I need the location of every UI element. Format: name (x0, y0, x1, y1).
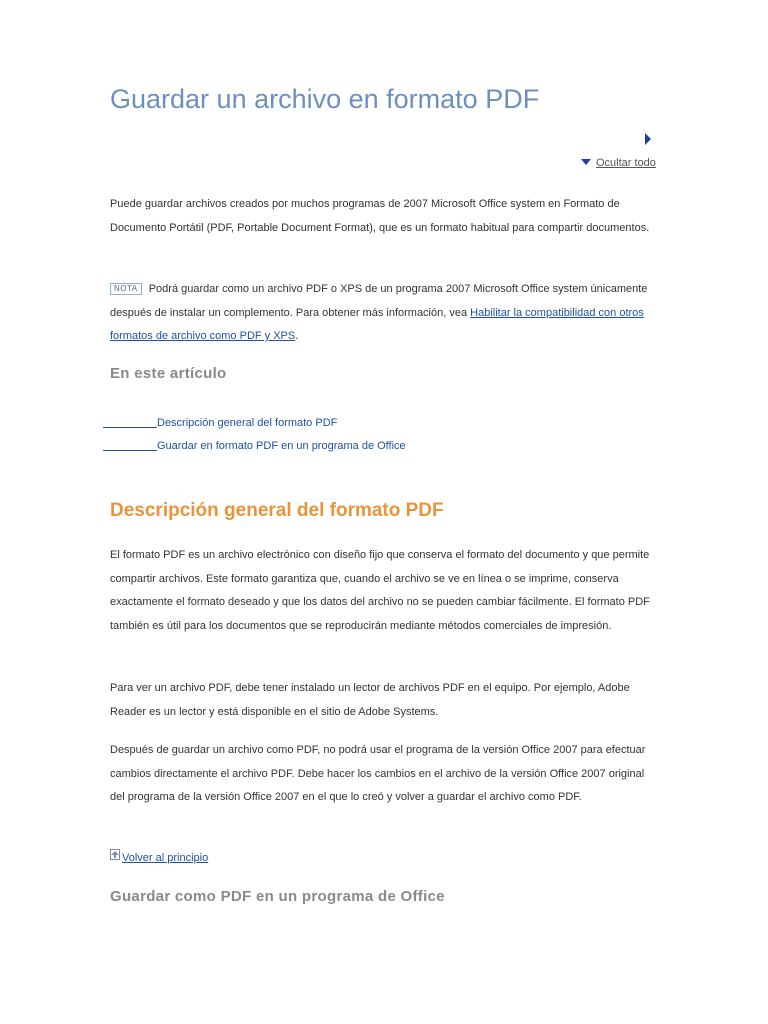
toc-item (103, 437, 406, 460)
toc-link-overview[interactable]: Descripción general del formato PDF (157, 417, 338, 429)
back-to-top[interactable] (110, 849, 208, 864)
section-overview-heading: Descripción general del formato PDF (110, 500, 444, 521)
overview-paragraph: El formato PDF es un archivo electrónico con diseño fijo que conserva el formato del documento y que permite compartir archivos. Este formato garantiza que, cuando el archivo se ve en línea o se imprime, conserva exactamente el formato deseado y que los datos del archivo no se pueden cambiar fácilmente. El formato PDF también es útil para los documentos que se reproducirán mediante métodos comerciales de impresión. (110, 549, 650, 632)
back-to-top-link[interactable]: Volver al principio (122, 852, 209, 864)
note-badge: NOTA (110, 283, 142, 295)
note-text: Podrá guardar como un archivo PDF o XPS de un programa 2007 Microsoft Office system únicamente después de instalar un complemento. Para obtener más información, vea (110, 283, 648, 319)
page-title: Guardar un archivo en formato PDF (110, 84, 540, 114)
note-end: . (295, 330, 299, 342)
expand-arrow-icon[interactable] (645, 133, 651, 145)
editing-paragraph: Después de guardar un archivo como PDF, no podrá usar el programa de la versión Office 2007 para efectuar cambios directamente el archivo PDF. Debe hacer los cambios en el archivo de la versión Office 2007 original del programa de la versión Office 2007 en el que lo creó y volver a guardar el archivo como PDF. (110, 744, 646, 803)
reader-paragraph: Para ver un archivo PDF, debe tener instalado un lector de archivos PDF en el equipo. Por ejemplo, Adobe Reader es un lector y está disponible en el sitio de Adobe Systems. (110, 682, 630, 718)
hide-all-link[interactable] (581, 157, 656, 169)
toc-item-underline (103, 415, 157, 428)
in-this-article-heading: En este artículo (110, 365, 227, 382)
intro-paragraph: Puede guardar archivos creados por muchos programas de 2007 Microsoft Office system en Formato de Documento Portátil (PDF, Portable Document Format), que es un formato habitual para compartir documentos. (110, 198, 650, 234)
note-paragraph (110, 278, 655, 349)
collapse-triangle-icon (581, 159, 591, 165)
toc-list (103, 414, 406, 460)
compatibility-link[interactable]: Habilitar la compatibilidad con otros formatos de archivo como PDF y XPS (110, 306, 644, 342)
hide-all-label: Ocultar todo (596, 157, 656, 169)
toc-item (103, 414, 406, 437)
toc-item-underline (103, 438, 157, 451)
section-save-heading: Guardar como PDF en un programa de Office (110, 888, 445, 905)
back-to-top-icon (110, 849, 120, 860)
toc-link-save-pdf[interactable]: Guardar en formato PDF en un programa de Office (157, 440, 406, 452)
